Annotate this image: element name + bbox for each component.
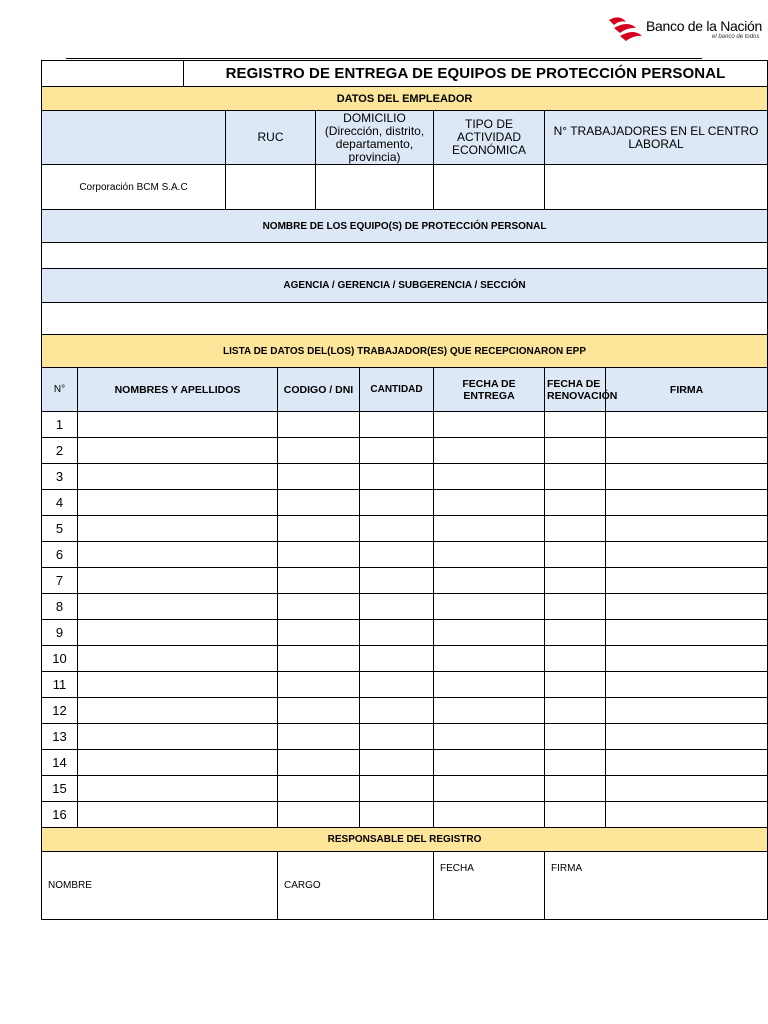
- col-header-number: N°: [42, 368, 78, 412]
- worker-delivery-date-cell[interactable]: [434, 594, 545, 620]
- worker-quantity-cell[interactable]: [360, 516, 434, 542]
- worker-renewal-date-cell[interactable]: [545, 490, 606, 516]
- worker-row: [42, 750, 768, 776]
- worker-row: [42, 490, 768, 516]
- worker-row: [42, 802, 768, 828]
- row-number: 13: [42, 724, 78, 750]
- worker-name-cell[interactable]: [78, 542, 278, 568]
- responsible-date-field[interactable]: FECHA: [434, 852, 545, 920]
- worker-name-cell[interactable]: [78, 438, 278, 464]
- worker-rows: [42, 412, 768, 828]
- worker-code-cell[interactable]: [278, 594, 360, 620]
- bank-name: Banco de la Nación: [646, 18, 763, 34]
- worker-name-cell[interactable]: [78, 594, 278, 620]
- worker-row: [42, 724, 768, 750]
- worker-signature-cell[interactable]: [606, 646, 768, 672]
- ruc-value[interactable]: [226, 165, 316, 210]
- bank-logo: [606, 14, 768, 44]
- worker-name-cell[interactable]: [78, 672, 278, 698]
- worker-name-cell[interactable]: [78, 646, 278, 672]
- worker-renewal-date-cell[interactable]: [545, 776, 606, 802]
- worker-renewal-date-cell[interactable]: [545, 594, 606, 620]
- agency-section-header: AGENCIA / GERENCIA / SUBGERENCIA / SECCIÓN: [42, 269, 768, 303]
- worker-quantity-cell[interactable]: [360, 672, 434, 698]
- address-header: DOMICILIO (Dirección, distrito, departamento, provincia): [316, 111, 434, 165]
- row-number: 3: [42, 464, 78, 490]
- employer-name-value[interactable]: Corporación BCM S.A.C: [42, 165, 226, 210]
- worker-name-cell[interactable]: [78, 776, 278, 802]
- worker-renewal-date-cell[interactable]: [545, 750, 606, 776]
- worker-delivery-date-cell[interactable]: [434, 646, 545, 672]
- worker-renewal-date-cell[interactable]: [545, 516, 606, 542]
- worker-code-cell[interactable]: [278, 802, 360, 828]
- activity-header: TIPO DE ACTIVIDAD ECONÓMICA: [434, 111, 545, 165]
- worker-quantity-cell[interactable]: [360, 412, 434, 438]
- bank-logo-mark: [606, 16, 644, 42]
- worker-renewal-date-cell[interactable]: [545, 620, 606, 646]
- worker-row: [42, 464, 768, 490]
- title-spacer-cell: [42, 61, 184, 87]
- worker-signature-cell[interactable]: [606, 516, 768, 542]
- worker-renewal-date-cell[interactable]: [545, 464, 606, 490]
- worker-row: [42, 672, 768, 698]
- equipment-section-header: NOMBRE DE LOS EQUIPO(S) DE PROTECCIÓN PERSONAL: [42, 210, 768, 243]
- worker-signature-cell[interactable]: [606, 490, 768, 516]
- row-number: 9: [42, 620, 78, 646]
- worker-code-cell[interactable]: [278, 490, 360, 516]
- workers-section-header: LISTA DE DATOS DEL(LOS) TRABAJADOR(ES) QUE RECEPCIONARON EPP: [42, 335, 768, 368]
- worker-renewal-date-cell[interactable]: [545, 802, 606, 828]
- ppe-delivery-form: [41, 60, 768, 920]
- worker-quantity-cell[interactable]: [360, 464, 434, 490]
- col-header-delivery-date: FECHA DE ENTREGA: [434, 368, 545, 412]
- worker-delivery-date-cell[interactable]: [434, 724, 545, 750]
- worker-signature-cell[interactable]: [606, 568, 768, 594]
- row-number: 2: [42, 438, 78, 464]
- worker-delivery-date-cell[interactable]: [434, 412, 545, 438]
- worker-delivery-date-cell[interactable]: [434, 490, 545, 516]
- worker-row: [42, 438, 768, 464]
- worker-quantity-cell[interactable]: [360, 646, 434, 672]
- worker-renewal-date-cell[interactable]: [545, 412, 606, 438]
- row-number: 12: [42, 698, 78, 724]
- row-number: 15: [42, 776, 78, 802]
- worker-signature-cell[interactable]: [606, 750, 768, 776]
- worker-row: [42, 646, 768, 672]
- worker-delivery-date-cell[interactable]: [434, 672, 545, 698]
- worker-row: [42, 568, 768, 594]
- worker-code-cell[interactable]: [278, 724, 360, 750]
- worker-signature-cell[interactable]: [606, 438, 768, 464]
- worker-delivery-date-cell[interactable]: [434, 802, 545, 828]
- worker-quantity-cell[interactable]: [360, 724, 434, 750]
- worker-name-cell[interactable]: [78, 464, 278, 490]
- worker-delivery-date-cell[interactable]: [434, 776, 545, 802]
- worker-renewal-date-cell[interactable]: [545, 698, 606, 724]
- worker-name-cell[interactable]: [78, 620, 278, 646]
- worker-name-cell[interactable]: [78, 698, 278, 724]
- worker-row: [42, 412, 768, 438]
- worker-signature-cell[interactable]: [606, 412, 768, 438]
- worker-signature-cell[interactable]: [606, 802, 768, 828]
- worker-renewal-date-cell[interactable]: [545, 438, 606, 464]
- worker-signature-cell[interactable]: [606, 542, 768, 568]
- worker-signature-cell[interactable]: [606, 464, 768, 490]
- worker-signature-cell[interactable]: [606, 698, 768, 724]
- row-number: 7: [42, 568, 78, 594]
- worker-code-cell[interactable]: [278, 698, 360, 724]
- col-header-signature: FIRMA: [606, 368, 768, 412]
- worker-quantity-cell[interactable]: [360, 490, 434, 516]
- col-header-quantity: CANTIDAD: [360, 368, 434, 412]
- worker-delivery-date-cell[interactable]: [434, 516, 545, 542]
- header-rule: [66, 58, 702, 59]
- worker-code-cell[interactable]: [278, 438, 360, 464]
- worker-name-cell[interactable]: [78, 412, 278, 438]
- responsible-section-header: RESPONSABLE DEL REGISTRO: [42, 828, 768, 852]
- worker-code-cell[interactable]: [278, 568, 360, 594]
- worker-row: [42, 594, 768, 620]
- worker-delivery-date-cell[interactable]: [434, 464, 545, 490]
- agency-field[interactable]: [42, 303, 768, 335]
- worker-row: [42, 516, 768, 542]
- worker-delivery-date-cell[interactable]: [434, 438, 545, 464]
- row-number: 11: [42, 672, 78, 698]
- worker-quantity-cell[interactable]: [360, 568, 434, 594]
- worker-name-cell[interactable]: [78, 516, 278, 542]
- row-number: 6: [42, 542, 78, 568]
- worker-row: [42, 698, 768, 724]
- form-title: REGISTRO DE ENTREGA DE EQUIPOS DE PROTECCIÓN PERSONAL: [184, 61, 768, 87]
- worker-quantity-cell[interactable]: [360, 594, 434, 620]
- row-number: 14: [42, 750, 78, 776]
- row-number: 8: [42, 594, 78, 620]
- worker-delivery-date-cell[interactable]: [434, 750, 545, 776]
- responsible-signature-field[interactable]: FIRMA: [545, 852, 768, 920]
- address-value[interactable]: [316, 165, 434, 210]
- row-number: 10: [42, 646, 78, 672]
- worker-quantity-cell[interactable]: [360, 620, 434, 646]
- worker-code-cell[interactable]: [278, 672, 360, 698]
- worker-quantity-cell[interactable]: [360, 438, 434, 464]
- worker-delivery-date-cell[interactable]: [434, 568, 545, 594]
- worker-renewal-date-cell[interactable]: [545, 724, 606, 750]
- worker-renewal-date-cell[interactable]: [545, 542, 606, 568]
- row-number: 4: [42, 490, 78, 516]
- worker-delivery-date-cell[interactable]: [434, 698, 545, 724]
- workers-count-value[interactable]: [545, 165, 768, 210]
- workers-count-header: N° TRABAJADORES EN EL CENTRO LABORAL: [545, 111, 768, 165]
- worker-signature-cell[interactable]: [606, 594, 768, 620]
- worker-renewal-date-cell[interactable]: [545, 646, 606, 672]
- ruc-header: RUC: [226, 111, 316, 165]
- worker-signature-cell[interactable]: [606, 724, 768, 750]
- responsible-name-field[interactable]: NOMBRE: [42, 852, 278, 920]
- worker-quantity-cell[interactable]: [360, 750, 434, 776]
- worker-name-cell[interactable]: [78, 724, 278, 750]
- worker-delivery-date-cell[interactable]: [434, 542, 545, 568]
- col-header-renewal-date: FECHA DE RENOVACIÓN: [545, 368, 606, 412]
- worker-renewal-date-cell[interactable]: [545, 672, 606, 698]
- worker-code-cell[interactable]: [278, 646, 360, 672]
- worker-name-cell[interactable]: [78, 568, 278, 594]
- worker-name-cell[interactable]: [78, 490, 278, 516]
- worker-quantity-cell[interactable]: [360, 802, 434, 828]
- worker-signature-cell[interactable]: [606, 620, 768, 646]
- responsible-position-field[interactable]: CARGO: [278, 852, 434, 920]
- equipment-name-field[interactable]: [42, 243, 768, 269]
- worker-code-cell[interactable]: [278, 542, 360, 568]
- activity-value[interactable]: [434, 165, 545, 210]
- row-number: 5: [42, 516, 78, 542]
- worker-signature-cell[interactable]: [606, 672, 768, 698]
- worker-code-cell[interactable]: [278, 516, 360, 542]
- worker-signature-cell[interactable]: [606, 776, 768, 802]
- worker-code-cell[interactable]: [278, 412, 360, 438]
- worker-code-cell[interactable]: [278, 620, 360, 646]
- bank-tagline: el banco de todos: [712, 34, 760, 40]
- worker-row: [42, 776, 768, 802]
- worker-name-cell[interactable]: [78, 750, 278, 776]
- worker-quantity-cell[interactable]: [360, 698, 434, 724]
- worker-name-cell[interactable]: [78, 802, 278, 828]
- employer-section-header: DATOS DEL EMPLEADOR: [42, 87, 768, 111]
- worker-delivery-date-cell[interactable]: [434, 620, 545, 646]
- employer-name-header: [42, 111, 226, 165]
- worker-row: [42, 542, 768, 568]
- worker-row: [42, 620, 768, 646]
- col-header-names: NOMBRES Y APELLIDOS: [78, 368, 278, 412]
- worker-renewal-date-cell[interactable]: [545, 568, 606, 594]
- worker-code-cell[interactable]: [278, 464, 360, 490]
- worker-code-cell[interactable]: [278, 750, 360, 776]
- worker-quantity-cell[interactable]: [360, 776, 434, 802]
- col-header-code: CODIGO / DNI: [278, 368, 360, 412]
- worker-code-cell[interactable]: [278, 776, 360, 802]
- row-number: 16: [42, 802, 78, 828]
- row-number: 1: [42, 412, 78, 438]
- worker-quantity-cell[interactable]: [360, 542, 434, 568]
